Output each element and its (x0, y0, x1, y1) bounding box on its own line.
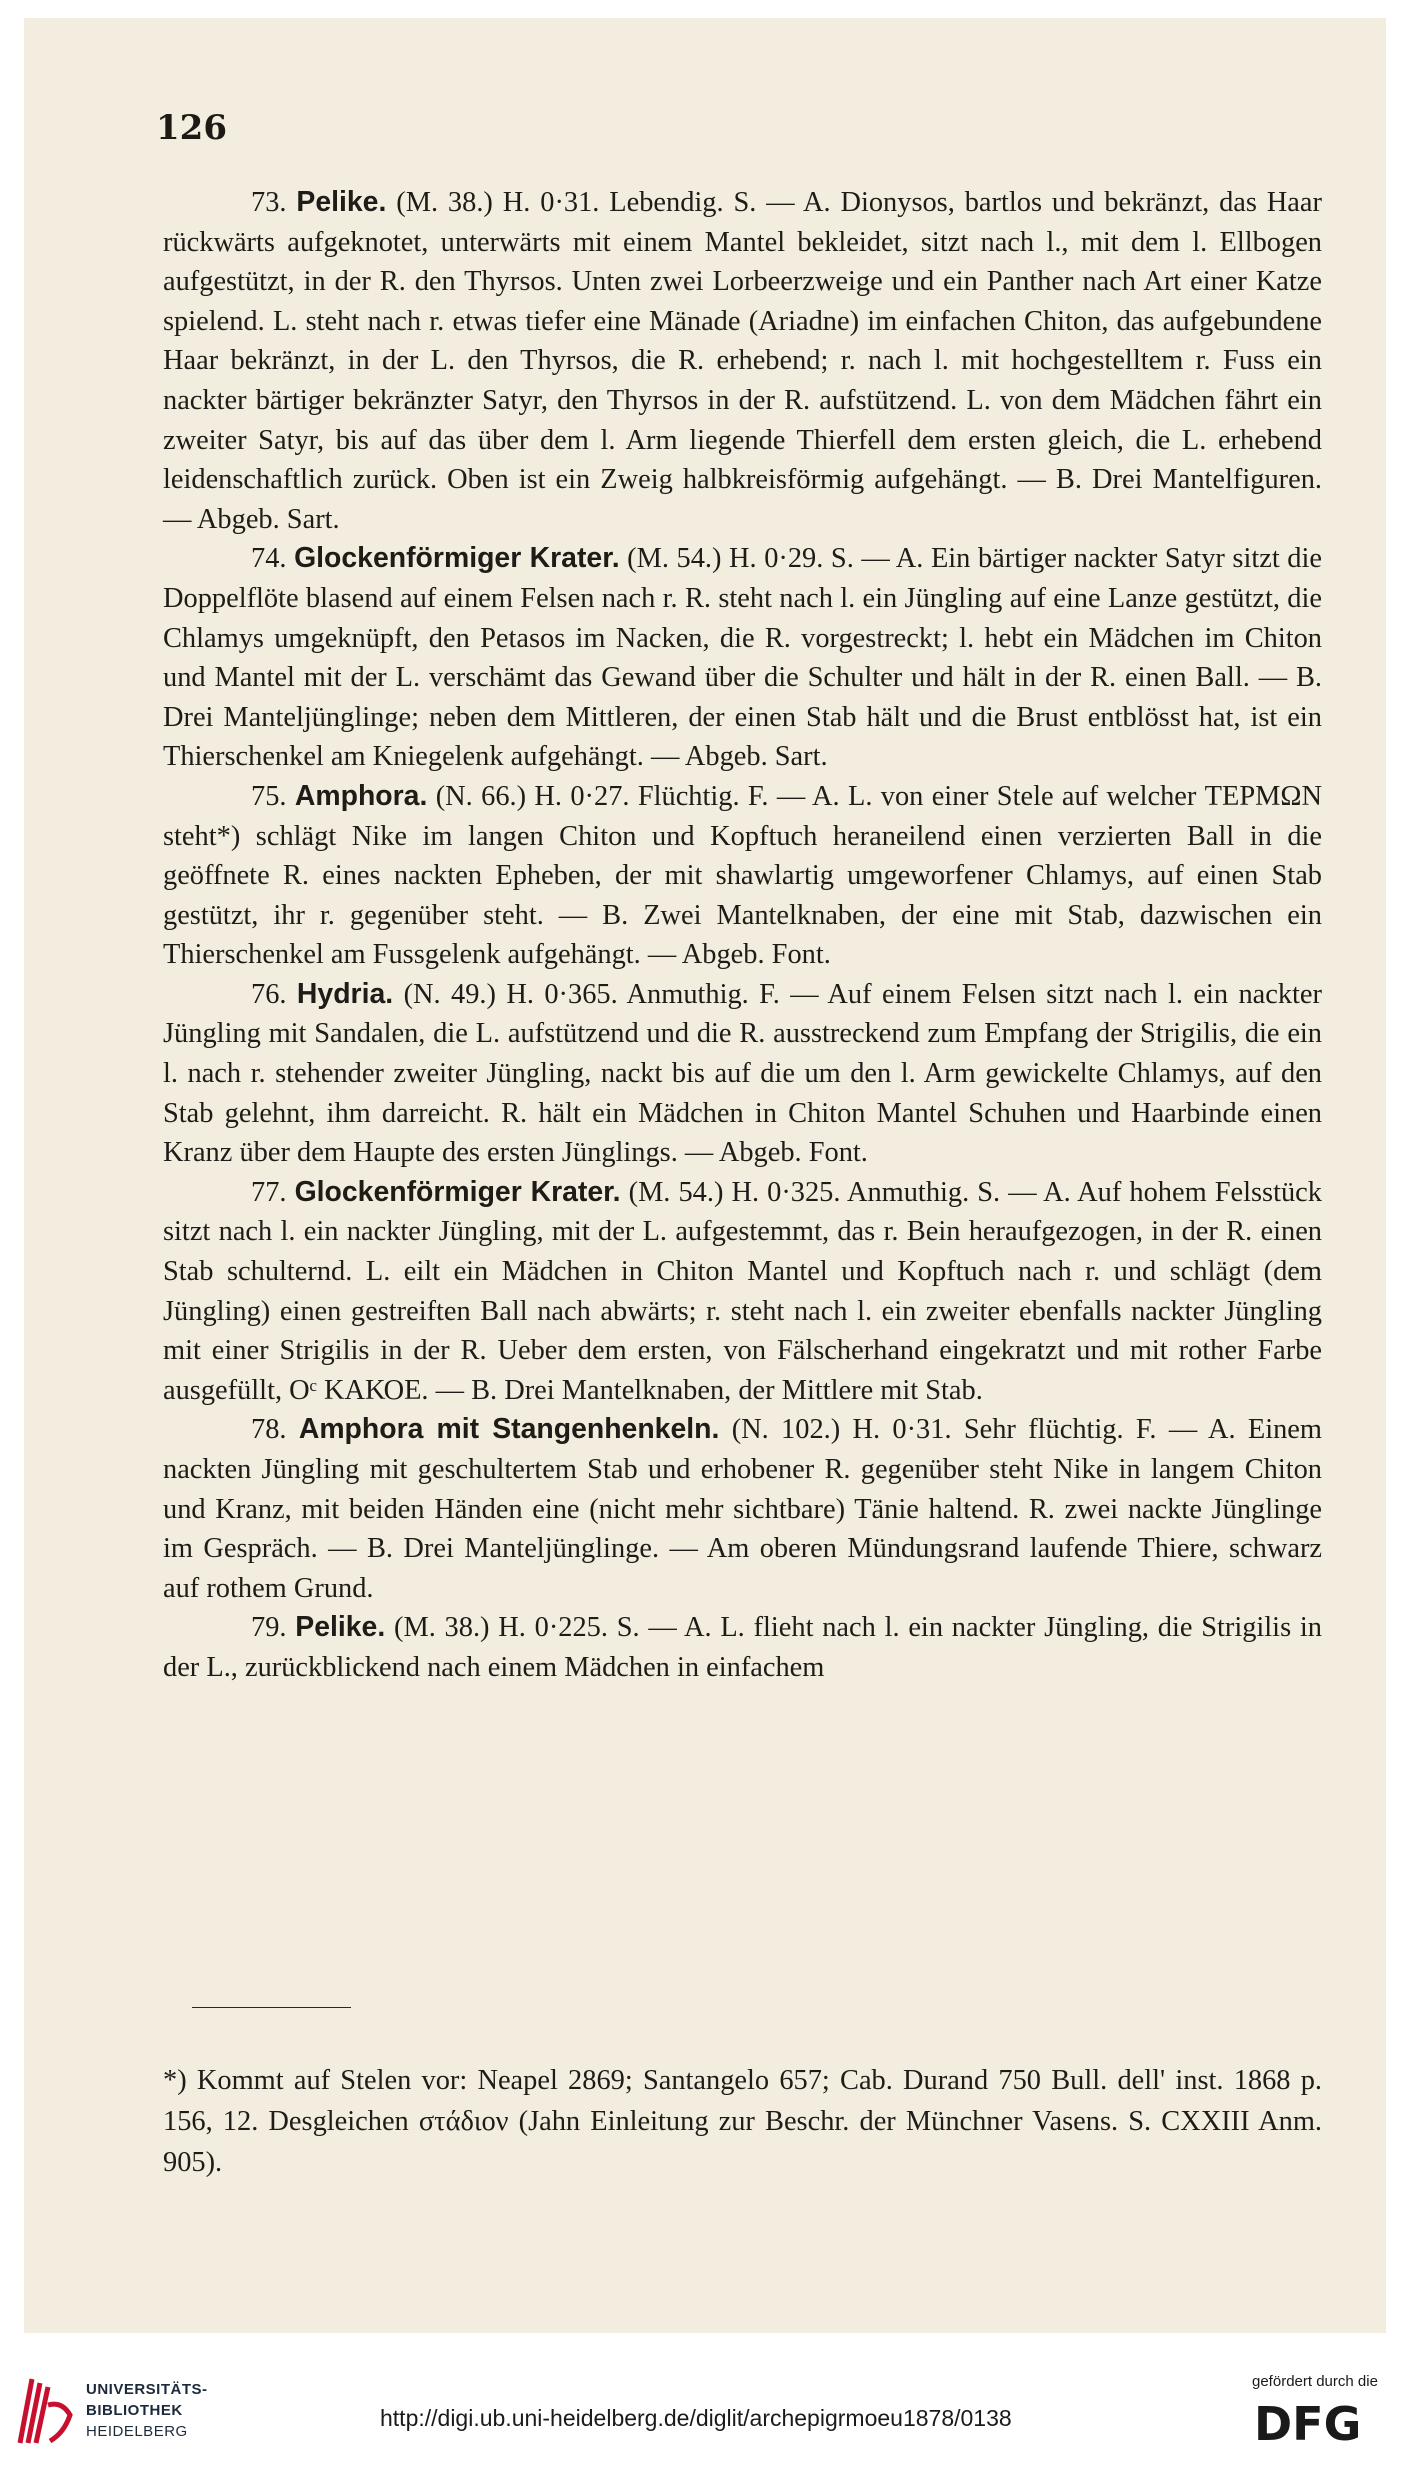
entry-text: (N. 49.) H. 0·365. Anmuthig. F. — Auf einem Felsen sitzt nach l. ein nackter Jüngling mit Sandalen, die L. aufstützend und die R. ausstreckend zum Empfang der Strigilis, die ein l. nach r. stehender zweiter Jüngling, nackt bis auf die um den l. Arm gewickelte Chlamys, auf den Stab gelehnt, ihm darreicht. R. hält ein Mädchen in Chiton Mantel Schuhen und Haarbinde einen Kranz über dem Haupte des ersten Jünglings. — Abgeb. Font. (163, 978, 1322, 1169)
library-name-line-1: UNIVERSITÄTS- (86, 2381, 208, 2398)
entry-title: Amphora mit Stangenhenkeln. (298, 1413, 720, 1446)
library-seal-icon (14, 2375, 76, 2447)
catalogue-entry-77 (163, 1173, 1322, 1411)
entry-title: Glockenförmiger Krater. (294, 542, 620, 575)
library-name-line-3: HEIDELBERG (86, 2423, 188, 2440)
entry-text: (M. 54.) H. 0·29. S. — A. Ein bärtiger nackter Satyr sitzt die Doppelflöte blasend auf einem Felsen nach r. R. steht nach l. ein Jüngling auf eine Lanze gestützt, die Chlamys umgeknüpft, den Petasos im Nacken, die R. vorgestreckt; l. hebt ein Mädchen im Chiton und Mantel mit der L. verschämt das Gewand über die Schulter und hält in der R. einen Ball. — B. Drei Manteljünglinge; neben dem Mittleren, der einen Stab hält und die Brust entblösst hat, ist ein Thierschenkel am Kniegelenk aufgehängt. — Abgeb. Sart. (163, 543, 1322, 773)
entry-text: (M. 54.) H. 0·325. Anmuthig. S. — A. Auf hohem Felsstück sitzt nach l. ein nackter Jüngling, mit der L. aufgestemmt, das r. Bein heraufgezogen, in der R. einen Stab schulternd. L. eilt ein Mädchen in Chiton Mantel und Kopftuch nach r. und schlägt (dem Jüngling) einen gestreiften Ball nach abwärts; r. steht nach l. ein zweiter ebenfalls nackter Jüngling mit einer Strigilis in der R. Ueber dem ersten, von Fälscherhand eingekratzt und mit rother Farbe ausgefüllt, Oᶜ ΚΑΚΟΕ. — B. Drei Mantelknaben, der Mittlere mit Stab. (163, 1176, 1322, 1406)
footnote: *) Kommt auf Stelen vor: Neapel 2869; Santangelo 657; Cab. Durand 750 Bull. dell' inst. 1868 p. 156, 12. Desgleichen στάδιον (Jahn Einleitung zur Beschr. der Münchner Vasens. S. CXXIII Anm. 905). (163, 2065, 1322, 2179)
entry-title: Pelike. (295, 1611, 386, 1644)
digitization-footer (0, 2333, 1417, 2474)
funder-label: gefördert durch die (1252, 2373, 1378, 2390)
entry-number: 77. (251, 1176, 287, 1208)
entry-number: 74. (251, 543, 287, 575)
entry-text: (N. 102.) H. 0·31. Sehr flüchtig. F. — A. Einem nackten Jüngling mit geschultertem Stab und erhobener R. gegenüber steht Nike in langem Chiton und Kranz, mit beiden Händen eine (nicht mehr sichtbare) Tänie haltend. R. zwei nackte Jünglinge im Gespräch. — B. Drei Manteljünglinge. — Am oberen Mündungsrand laufende Thiere, schwarz auf rothem Grund. (163, 1414, 1322, 1604)
catalogue-entry-78 (163, 1410, 1322, 1608)
catalogue-entry-76 (163, 975, 1322, 1173)
permalink-url[interactable]: http://digi.ub.uni-heidelberg.de/diglit/archepigrmoeu1878/0138 (380, 2405, 1012, 2431)
entry-number: 76. (251, 978, 287, 1010)
entry-text: (M. 38.) H. 0·31. Lebendig. S. — A. Dionysos, bartlos und bekränzt, das Haar rückwärts aufgeknotet, unterwärts mit einem Mantel bekleidet, sitzt nach l., mit dem l. Ellbogen aufgestützt, in der R. den Thyrsos. Unten zwei Lorbeerzweige und ein Panther nach Art einer Katze spielend. L. steht nach r. etwas tiefer eine Mänade (Ariadne) im einfachen Chiton, das aufgebundene Haar bekränzt, in der L. den Thyrsos, die R. erhebend; r. nach l. mit hochgestelltem r. Fuss ein nackter bärtiger bekränzter Satyr, den Thyrsos in der R. aufstützend. L. von dem Mädchen fährt ein zweiter Satyr, bis auf das über dem l. Arm liegende Thierfell dem ersten gleich, die L. erhebend leidenschaftlich zurück. Oben ist ein Zweig halbkreisförmig aufgehängt. — B. Drei Mantelfiguren. — Abgeb. Sart. (163, 187, 1322, 535)
footnote-divider (192, 2007, 351, 2008)
entry-number: 73. (251, 187, 287, 218)
dfg-logo-text: DFG (1254, 2397, 1362, 2446)
library-name-line-2: BIBLIOTHEK (86, 2402, 183, 2419)
entry-title: Hydria. (296, 977, 394, 1010)
entry-text: (M. 38.) H. 0·225. S. — A. L. flieht nach l. ein nackter Jüngling, die Strigilis in der L., zurückblickend nach einem Mädchen in einfachem (163, 1612, 1322, 1683)
funder-block (1252, 2373, 1412, 2446)
dfg-logo-icon[interactable] (1252, 2396, 1382, 2446)
catalogue-entry-74 (163, 539, 1322, 777)
library-logo[interactable] (14, 2375, 214, 2455)
catalogue-entry-73 (163, 183, 1322, 539)
entry-title: Pelike. (296, 186, 387, 218)
entry-number: 79. (251, 1612, 287, 1644)
entry-title: Glockenförmiger Krater. (294, 1175, 621, 1208)
catalogue-text (163, 183, 1322, 1688)
entry-number: 75. (251, 780, 287, 812)
page-number: 126 (156, 108, 227, 148)
entry-title: Amphora. (294, 779, 428, 812)
catalogue-entry-79 (163, 1608, 1322, 1687)
catalogue-entry-75 (163, 777, 1322, 975)
entry-number: 78. (251, 1414, 287, 1446)
entry-text: (N. 66.) H. 0·27. Flüchtig. F. — A. L. von einer Stele auf welcher ΤΕΡΜΩΝ steht*) schlägt Nike im langen Chiton und Kopftuch heraneilend einen verzierten Ball in die geöffnete R. eines nackten Epheben, der mit shawlartig umgeworfener Chlamys, auf einen Stab gestützt, ihr r. gegenüber steht. — B. Zwei Mantelknaben, der eine mit Stab, dazwischen ein Thierschenkel am Fussgelenk aufgehängt. — Abgeb. Font. (163, 780, 1323, 971)
